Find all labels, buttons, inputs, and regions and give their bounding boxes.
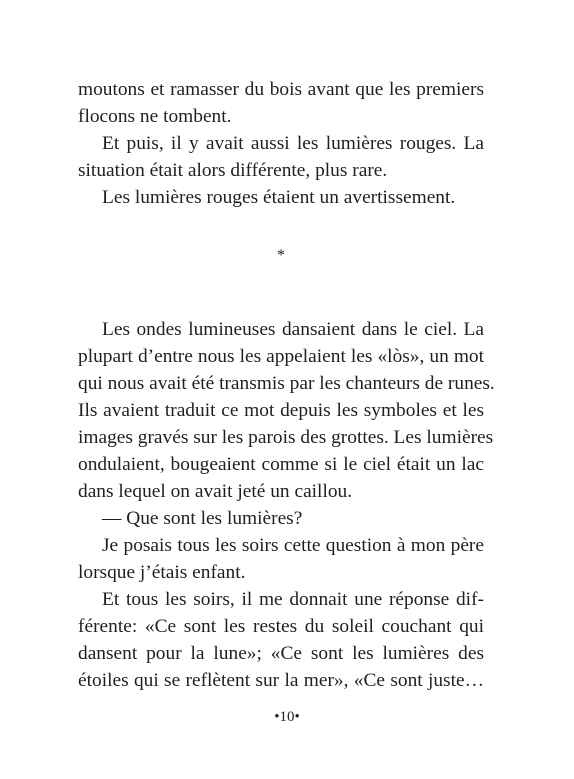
text-line: Ils avaient traduit ce mot depuis les symboles et les — [78, 400, 484, 421]
text-line: dans lequel on avait jeté un caillou. — [78, 481, 353, 502]
text-line: dansent pour la lune»; «Ce sont les lumières des — [78, 643, 484, 664]
text-line: qui nous avait été transmis par les chanteurs de runes. — [78, 373, 495, 394]
text-line: moutons et ramasser du bois avant que les premiers — [78, 79, 484, 100]
page-number: •10• — [274, 709, 300, 725]
page-text-block — [78, 76, 495, 694]
text-line: Et tous les soirs, il me donnait une réponse dif- — [102, 589, 484, 610]
text-line: Et puis, il y avait aussi les lumières rouges. La — [102, 133, 484, 154]
text-line: Les lumières rouges étaient un avertissement. — [102, 187, 456, 208]
text-line: férente: «Ce sont les restes du soleil couchant qui — [78, 616, 484, 637]
dialogue-line: — Que sont les lumières? — [102, 508, 303, 529]
text-line: situation était alors différente, plus rare. — [78, 160, 388, 181]
text-line: étoiles qui se reflètent sur la mer», «Ce sont juste… — [78, 670, 484, 691]
text-line: plupart d’entre nous les appelaient les «lòs», un mot — [78, 346, 484, 367]
text-line: flocons ne tombent. — [78, 106, 232, 127]
text-line: ondulaient, bougeaient comme si le ciel était un lac — [78, 454, 484, 475]
text-line: Je posais tous les soirs cette question à mon père — [102, 535, 484, 556]
text-line: lorsque j’étais enfant. — [78, 562, 246, 583]
section-break: * — [277, 247, 285, 264]
text-line: images gravés sur les parois des grottes. Les lumières — [78, 427, 494, 448]
section-spacer — [78, 269, 484, 316]
text-line: Les ondes lumineuses dansaient dans le ciel. La — [102, 319, 484, 340]
